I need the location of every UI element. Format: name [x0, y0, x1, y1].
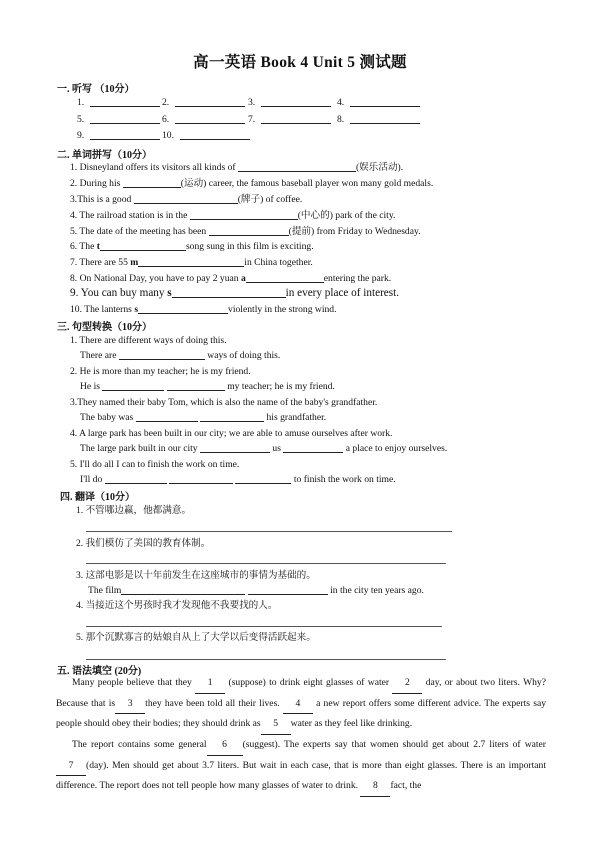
- cloze-blank-6[interactable]: 6: [207, 735, 243, 756]
- question-text: 8. On National Day, you have to pay 2 yuan: [70, 273, 241, 284]
- dictation-item: [77, 129, 160, 141]
- item-number: 5.: [77, 114, 85, 125]
- answer-prefix: He is: [80, 381, 100, 392]
- answer-blank[interactable]: [175, 96, 245, 107]
- item-number: 6.: [162, 114, 170, 125]
- answer-blank[interactable]: [100, 240, 186, 251]
- answer-blank[interactable]: [261, 113, 331, 124]
- answer-blank[interactable]: [172, 287, 286, 298]
- cloze-blank-2[interactable]: 2: [392, 673, 422, 694]
- dictation-item: [162, 96, 245, 108]
- answer-blank[interactable]: [238, 161, 356, 172]
- initial-letter: a: [240, 273, 246, 284]
- translate-q2-answer-line[interactable]: [86, 563, 446, 564]
- question-hint: (中心的) park of the city.: [297, 210, 396, 221]
- answer-prefix: I'll do: [80, 474, 103, 485]
- answer-suffix: a place to enjoy ourselves.: [345, 443, 448, 454]
- cloze-blank-7[interactable]: 7: [56, 756, 86, 777]
- section-5-heading: 五. 语法填空 (20分): [57, 666, 142, 677]
- section-2-heading: 二. 单词拼写（10分）: [57, 150, 152, 161]
- spelling-q5: [70, 225, 421, 238]
- question-text-end: in every place of interest.: [285, 287, 400, 299]
- spelling-q3: [70, 193, 302, 206]
- question-hint: (牌子) of coffee.: [237, 194, 303, 205]
- answer-blank[interactable]: [283, 442, 343, 453]
- answer-blank[interactable]: [200, 411, 264, 422]
- rewrite-q4-original: 4. A large park has been built in our city; we are able to amuse ourselves after work.: [70, 428, 393, 439]
- passage-text: day, or about two liters. Why? Because that is: [56, 677, 546, 709]
- spelling-q8: [70, 272, 391, 285]
- question-text: 6. The: [70, 241, 97, 252]
- answer-prefix: The film: [88, 585, 122, 596]
- rewrite-q1-original: 1. There are different ways of doing this.: [70, 335, 227, 346]
- cloze-paragraph-1: [56, 673, 546, 735]
- passage-text: The report contains some general: [72, 739, 207, 750]
- question-text-end: in China together.: [244, 257, 313, 268]
- cloze-blank-1[interactable]: 1: [195, 673, 225, 694]
- answer-blank[interactable]: [119, 349, 205, 360]
- item-number: 1.: [77, 97, 85, 108]
- answer-blank[interactable]: [90, 96, 160, 107]
- rewrite-q2-answer: [80, 380, 335, 393]
- translate-q3: 3. 这部电影是以十年前发生在这座城市的事情为基础的。: [76, 570, 316, 581]
- rewrite-q2-original: 2. He is more than my teacher; he is my friend.: [70, 366, 251, 377]
- rewrite-q1-answer: [80, 349, 280, 362]
- answer-suffix: in the city ten years ago.: [330, 585, 424, 596]
- rewrite-q5-answer: [80, 473, 396, 486]
- answer-blank[interactable]: [350, 113, 420, 124]
- cloze-blank-8[interactable]: 8: [360, 776, 390, 797]
- initial-letter: m: [130, 257, 139, 268]
- answer-blank[interactable]: [175, 113, 245, 124]
- spelling-q1: [70, 161, 403, 174]
- dictation-item: [248, 96, 331, 108]
- spelling-q10: [70, 303, 337, 316]
- translate-q3-answer: [88, 584, 424, 597]
- item-number: 9.: [77, 130, 85, 141]
- item-number: 4.: [337, 97, 345, 108]
- answer-blank[interactable]: [90, 129, 160, 140]
- answer-prefix: The large park built in our city: [80, 443, 198, 454]
- answer-blank[interactable]: [123, 177, 181, 188]
- rewrite-q3-original: 3.They named their baby Tom, which is also the name of the baby's grandfather.: [70, 397, 378, 408]
- section-3-heading: 三. 句型转换（10分）: [57, 322, 152, 333]
- answer-blank[interactable]: [246, 272, 324, 283]
- cloze-blank-4[interactable]: 4: [283, 694, 313, 715]
- answer-blank[interactable]: [90, 113, 160, 124]
- answer-blank[interactable]: [136, 411, 198, 422]
- spelling-q4: [70, 209, 395, 222]
- translate-q1: 1. 不管哪边赢，他都满意。: [76, 505, 192, 516]
- dictation-item: [162, 113, 245, 125]
- answer-blank[interactable]: [235, 473, 291, 484]
- question-text: 7. There are 55: [70, 257, 131, 268]
- answer-blank[interactable]: [190, 209, 298, 220]
- cloze-blank-5[interactable]: 5: [261, 714, 291, 735]
- question-text: 4. The railroad station is in the: [70, 210, 188, 221]
- question-text: 2. During his: [70, 178, 121, 189]
- passage-text: (suggest). The experts say that women should get about 2.7 liters of water: [242, 739, 546, 750]
- dictation-item: [162, 129, 250, 141]
- spelling-q7: [70, 256, 313, 269]
- rewrite-q5-original: 5. I'll do all I can to finish the work on time.: [70, 459, 240, 470]
- question-hint: (娱乐活动).: [355, 162, 404, 173]
- translate-q1-answer-line[interactable]: [86, 531, 452, 532]
- passage-text: Many people believe that they: [72, 677, 196, 688]
- answer-prefix: There are: [80, 350, 117, 361]
- dictation-item: [77, 96, 160, 108]
- page-title: 高一英语 Book 4 Unit 5 测试题: [193, 54, 407, 71]
- translate-q5-answer-line[interactable]: [86, 659, 446, 660]
- answer-suffix: to finish the work on time.: [293, 474, 396, 485]
- question-text: 3.This is a good: [70, 194, 132, 205]
- dictation-item: [337, 96, 420, 108]
- answer-blank[interactable]: [209, 225, 289, 236]
- question-text: 1. Disneyland offers its visitors all kinds of: [70, 162, 236, 173]
- item-number: 10.: [162, 130, 174, 141]
- translate-q4: 4. 当接近这个男孩时我才发现他不我要找的人。: [76, 600, 278, 611]
- answer-prefix: The baby was: [80, 412, 134, 423]
- item-number: 2.: [162, 97, 170, 108]
- section-1-heading: 一. 听写 （10分）: [57, 84, 135, 95]
- translate-q2: 2. 我们模仿了美国的教育体制。: [76, 538, 211, 549]
- question-text-end: song sung in this film is exciting.: [185, 241, 314, 252]
- initial-letter: t: [96, 241, 100, 252]
- answer-blank[interactable]: [105, 473, 167, 484]
- item-number: 8.: [337, 114, 345, 125]
- passage-text: (suppose) to drink eight glasses of water: [225, 677, 393, 688]
- item-number: 3.: [248, 97, 256, 108]
- passage-text: they have been told all their lives.: [145, 697, 283, 709]
- answer-suffix: my teacher; he is my friend.: [227, 381, 335, 392]
- question-text: 10. The lanterns: [70, 304, 135, 315]
- cloze-paragraph-2: [56, 735, 546, 797]
- spelling-q6: [70, 240, 314, 253]
- translate-q4-answer-line[interactable]: [86, 626, 442, 627]
- translate-q5: 5. 那个沉默寡言的姑娘自从上了大学以后变得活跃起来。: [76, 632, 316, 643]
- item-number: 7.: [248, 114, 256, 125]
- question-text: 9. You can buy many: [70, 287, 168, 299]
- rewrite-q4-answer: [80, 442, 447, 455]
- answer-blank[interactable]: [102, 380, 164, 391]
- answer-blank[interactable]: [261, 96, 331, 107]
- answer-blank[interactable]: [180, 129, 250, 140]
- question-text-end: violently in the strong wind.: [228, 304, 337, 315]
- question-text: 5. The date of the meeting has been: [70, 226, 207, 237]
- spelling-q9: [70, 287, 399, 300]
- passage-text: (day). Men should get about 3.7 liters. But wait in each case, that is more than eight glasses. There is an important difference. The report does not tell people how many glasses of water to drink.: [56, 759, 546, 791]
- question-hint: (提前) from Friday to Wednesday.: [288, 226, 421, 237]
- answer-blank[interactable]: [138, 256, 244, 267]
- answer-suffix: his grandfather.: [266, 412, 327, 423]
- answer-middle: us: [272, 443, 281, 454]
- question-text-end: entering the park.: [323, 273, 392, 284]
- dictation-item: [337, 113, 420, 125]
- question-hint: (运动) career, the famous baseball player won many gold medals.: [180, 178, 434, 189]
- answer-blank[interactable]: [248, 584, 328, 595]
- dictation-item: [77, 113, 160, 125]
- passage-text: water as they feel like drinking.: [290, 718, 413, 729]
- initial-letter: s: [134, 304, 139, 315]
- section-4-heading: 四. 翻译（10分）: [60, 492, 135, 503]
- dictation-item: [248, 113, 331, 125]
- answer-blank[interactable]: [121, 584, 245, 595]
- answer-blank[interactable]: [350, 96, 420, 107]
- passage-text: a new report offers some different advice. The experts say people should obey their bodies; they should drink as: [56, 697, 547, 729]
- rewrite-q3-answer: [80, 411, 326, 424]
- initial-letter: s: [167, 287, 172, 299]
- cloze-blank-3[interactable]: 3: [115, 694, 145, 715]
- answer-suffix: ways of doing this.: [207, 350, 281, 361]
- passage-text: fact, the: [390, 780, 422, 791]
- spelling-q2: [70, 177, 433, 190]
- answer-blank[interactable]: [134, 193, 238, 204]
- answer-blank[interactable]: [138, 303, 228, 314]
- answer-blank[interactable]: [200, 442, 270, 453]
- answer-blank[interactable]: [169, 473, 233, 484]
- answer-blank[interactable]: [167, 380, 225, 391]
